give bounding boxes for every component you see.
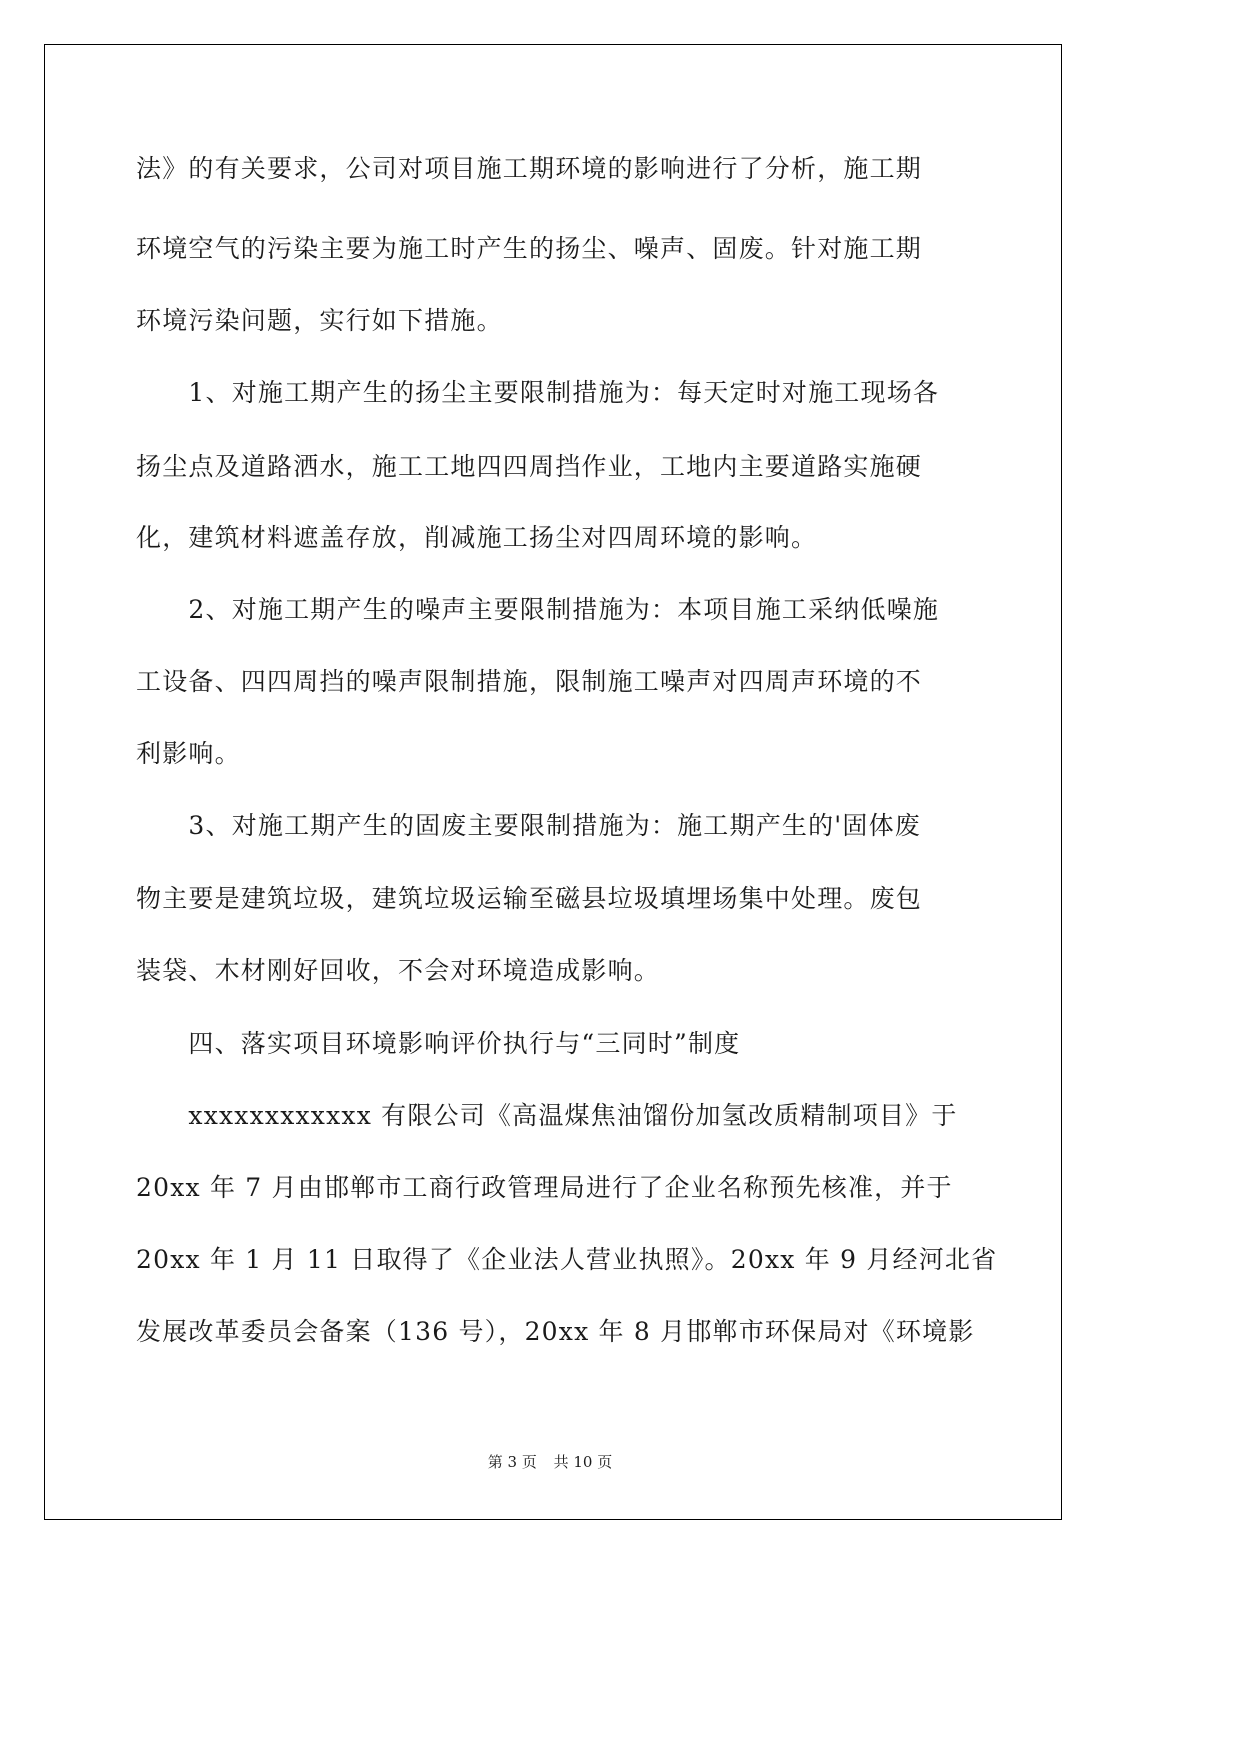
page-footer xyxy=(0,1451,1100,1472)
text-line: 扬尘点及道路洒水，施工工地四四周挡作业，工地内主要道路实施硬 xyxy=(136,452,923,481)
section-heading: 四、落实项目环境影响评价执行与“三同时”制度 xyxy=(136,1029,741,1058)
text-line: 利影响。 xyxy=(136,739,241,768)
text-line: 物主要是建筑垃圾，建筑垃圾运输至磁县垃圾填埋场集中处理。废包 xyxy=(136,884,923,913)
text-line: 3、对施工期产生的固废主要限制措施为：施工期产生的'固体废 xyxy=(136,811,921,840)
text-line: 工设备、四四周挡的噪声限制措施，限制施工噪声对四周声环境的不 xyxy=(136,667,923,696)
page-number: 第 3 页 xyxy=(487,1453,537,1471)
text-line: 2、对施工期产生的噪声主要限制措施为：本项目施工采纳低噪施 xyxy=(136,595,940,624)
text-line: 装袋、木材刚好回收，不会对环境造成影响。 xyxy=(136,956,661,985)
text-line: 发展改革委员会备案（136 号），20xx 年 8 月邯郸市环保局对《环境影 xyxy=(136,1317,975,1346)
text-line: 1、对施工期产生的扬尘主要限制措施为：每天定时对施工现场各 xyxy=(136,378,940,407)
text-line: 20xx 年 1 月 11 日取得了《企业法人营业执照》。20xx 年 9 月经河北省 xyxy=(136,1245,998,1274)
text-line: 环境污染问题，实行如下措施。 xyxy=(136,306,503,335)
text-line: 20xx 年 7 月由邯郸市工商行政管理局进行了企业名称预先核准，并于 xyxy=(136,1173,953,1202)
text-line: 化，建筑材料遮盖存放，削减施工扬尘对四周环境的影响。 xyxy=(136,523,818,552)
text-line: 法》的有关要求，公司对项目施工期环境的影响进行了分析，施工期 xyxy=(136,154,923,183)
text-line: 环境空气的污染主要为施工时产生的扬尘、噪声、固废。针对施工期 xyxy=(136,234,923,263)
text-line: xxxxxxxxxxxx 有限公司《高温煤焦油馏份加氢改质精制项目》于 xyxy=(136,1101,958,1130)
page-total: 共 10 页 xyxy=(553,1453,613,1471)
